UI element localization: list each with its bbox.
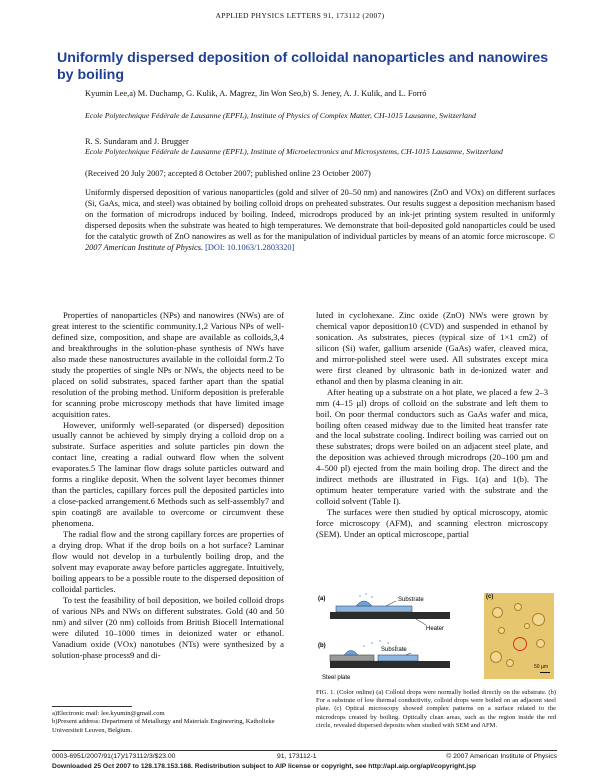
received-dates: (Received 20 July 2007; accepted 8 October 2007; published online 23 October 2007) <box>85 169 371 178</box>
affiliation-2: Ecole Polytechnique Fédérale de Lausanne (EPFL), Institute of Microelectronics and Microsystems, CH-1015 Lausanne, Switzerland <box>85 147 503 156</box>
substrate-a-shape <box>336 606 412 612</box>
doi-link[interactable]: [DOI: 10.1063/1.2803320] <box>205 243 295 252</box>
paragraph: To test the feasibility of boil deposition, we boiled colloid drops of various NPs and NWs on different substrates. Gold (40 and 50 nm) and silver (20 nm) colloids from British Biocell International were diluted 10–1000 times in deionized water or ethanol. Vanadium oxide (VOx) nanotubes (NTs) were synthesized by a solution-phase process9 and di- <box>52 594 284 660</box>
substrate-b-label: Substrate <box>381 647 407 653</box>
red-circle <box>513 637 527 651</box>
drop-b <box>344 651 358 656</box>
steel-plate-shape <box>330 655 374 661</box>
footer-issn: 0003-6951/2007/91(17)/173112/3/$23.00 <box>52 753 176 760</box>
right-column <box>316 310 548 540</box>
footer-page-number: 91, 173112-1 <box>277 753 317 760</box>
paper-title: Uniformly dispersed deposition of colloidal nanoparticles and nanowires by boiling <box>57 50 549 83</box>
scale-bar-label: 50 µm <box>534 664 548 670</box>
paragraph: Properties of nanoparticles (NPs) and nanowires (NWs) are of great interest to the scientific community.1,2 Various NPs of well-defined size, composition, and shape are available as colloids,3,4 and breakthroughs in the solution-phase synthesis of NWs have also made these nanostructures available in the colloidal form.2 To study the properties of single NPs or NWs, the objects need to be placed on solid substrates, spaced farther apart than the spatial resolution of the probing method. Uniform deposition is preferable for scanning probe microscopy methods that have limited image acquisition rates. <box>52 310 284 419</box>
paragraph: luted in cyclohexane. Zinc oxide (ZnO) NWs were grown by chemical vapor deposition10 (CVD) and suspended in ethanol by sonication. As substrates, pieces (typical size of 1×1 cm2) of silicon (Si) wafer, gallium arsenide (GaAs) wafer, cleaved mica, and mirror-polished steel were used. All substrates except mica were first cleaned by ultrasonic bath in de-ionized water and ethanol and then by plasma cleaning in air. <box>316 310 548 386</box>
footer-copyright: © 2007 American Institute of Physics <box>446 753 557 760</box>
figure-1-schematic <box>316 591 482 683</box>
substrate-b-shape <box>378 655 418 661</box>
footnote-a: a)Electronic mail: lee.kyumin@gmail.com <box>52 710 165 717</box>
author-list-2: R. S. Sundaram and J. Brugger <box>85 137 189 146</box>
heater-b-shape <box>330 661 450 668</box>
substrate-a-label: Substrate <box>398 597 424 603</box>
scale-bar <box>540 672 550 673</box>
heater-shape <box>330 612 450 619</box>
paragraph: After heating up a substrate on a hot plate, we placed a few 2–3 mm (4–15 µl) drops of colloid on the substrate and left them to boil. On poor thermal conductors such as GaAs wafer and mica, boiling often ceased midway due to the limited heat transfer rate and the local substrate cooling. Indirect boiling was carried out on these substrates; drops were boiled on an adjacent steel plate, and the deposition was achieved through microdrops (20–100 µm and 4–500 pl) ejected from the main boiling drop. The direct and the indirect methods are illustrated in Figs. 1(a) and 1(b). The optimum heater temperature varied with the substrate and the colloid solvent (Table I). <box>316 386 548 507</box>
heater-label: Heater <box>426 626 445 632</box>
paragraph: The radial flow and the strong capillary forces are properties of a drying drop. What if the drop boils on a hot surface? Laminar flow would not develop in a turbulently boiling drop, and the solvent may evaporate away before particles aggregate. Intuitively, boiling appears to be a possible route to the dispersed deposition of colloidal particles. <box>52 529 284 594</box>
figure-label-c: (c) <box>486 594 494 600</box>
steel-plate-label: Steel plate <box>322 675 351 681</box>
download-notice: Downloaded 25 Oct 2007 to 128.178.153.168. Redistribution subject to AIP license or copyright, see http://apl.aip.org/apl/copyright.jsp <box>52 763 477 770</box>
paragraph: However, uniformly well-separated (or dispersed) deposition usually cannot be achieved by simply drying a colloid drop on a substrate. Surface asperities and solute particles pin down the contact line, creating a radial outward flow when the solvent evaporates.5 The laminar flow drags solute particles outward and forms a ringlike deposit. When the solvent layer becomes thinner than the particles, capillary forces pull the deposited particles into a close-packed arrangement.6 Methods such as self-assembly7 and spin coating8 are available to overcome or circumvent these phenomena. <box>52 419 284 529</box>
paragraph: The surfaces were then studied by optical microscopy, atomic force microscopy (AFM), and scanning electron microscopy (SEM). Under an optical microscope, partial <box>316 507 548 540</box>
figure-caption: FIG. 1. (Color online) (a) Colloid drops were normally boiled directly on the substrate. (b) For a substrate of low thermal conductivity, colloid drops were boiled on an adjacent steel plate. (c) Optical microscopy showed complex patterns on a surface related to the microdrops created by boiling. Optically clean areas, such as the region inside the red circle, revealed dispersed deposits when studied with SEM and AFM. <box>316 689 556 729</box>
footnotes <box>52 710 284 735</box>
footer-divider <box>52 750 557 751</box>
author-list-1: Kyumin Lee,a) M. Duchamp, G. Kulik, A. Magrez, Jin Won Seo,b) S. Jeney, A. J. Kulik, and L. Forró <box>85 89 427 98</box>
abstract-text: Uniformly dispersed deposition of various nanoparticles (gold and silver of 20–50 nm) and nanowires (ZnO and VOx) on different surfaces (Si, GaAs, mica, and steel) was obtained by boiling colloid drops on preheated substrates. Our results suggest a deposition mechanism based on the formation of microdrops induced by boiling. Indeed, microdrops produced by an ink-jet printing system resulted in uniformly dispersed deposits when the substrate was heated to high temperatures. We demonstrate that boil-deposited gold nanoparticles could be used for the catalytic growth of ZnO nanowires as well as for the manipulation of individual particles by means of an atomic force microscope. <box>85 188 555 241</box>
optical-micrograph <box>484 593 554 679</box>
figure-label-b: (b) <box>318 643 326 649</box>
left-column <box>52 310 284 661</box>
drop-a <box>356 601 372 606</box>
affiliation-1: Ecole Polytechnique Fédérale de Lausanne (EPFL), Institute of Physics of Complex Matter, CH-1015 Lausanne, Switzerland <box>85 111 476 120</box>
abstract <box>85 187 555 253</box>
figure-1 <box>316 591 556 683</box>
abstract-copyright: © 2007 American Institute of Physics. <box>85 232 556 252</box>
footnote-divider <box>52 706 132 707</box>
running-header: APPLIED PHYSICS LETTERS 91, 173112 (2007) <box>215 11 385 20</box>
figure-label-a: (a) <box>318 596 326 602</box>
footnote-b: b)Present address: Department of Metallurgy and Materials Engineering, Katholieke Universiteit Leuven, Belgium. <box>52 718 275 734</box>
